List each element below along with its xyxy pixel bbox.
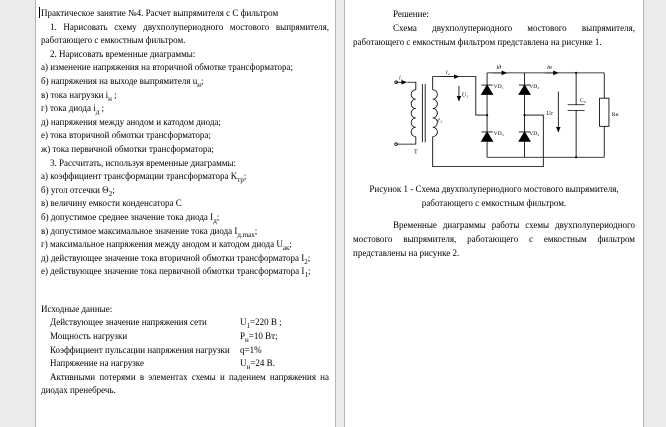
task-3-item-b2: б) допустимое среднее значение тока диода $I_д$;	[41, 211, 220, 225]
data-label: Действующее значение напряжения сети	[50, 317, 207, 328]
rn-label: Rн	[611, 112, 619, 118]
task-2-item-v: в) тока нагрузки $i_н$ ;	[41, 89, 117, 103]
solution-outro: Временные диаграммы работы схемы двухполупериодного мостового выпрямителя, работающего с емкостным фильтром представлены на рисунке 2.	[353, 220, 635, 258]
uc-label: Uc	[546, 111, 554, 118]
i1-label: i₁	[398, 75, 403, 82]
left-page[interactable]	[35, 0, 336, 427]
transformer-label: T	[413, 149, 418, 156]
in-label: iн	[547, 65, 552, 72]
task-3-item-v: в) величину емкости конденсатора С	[41, 198, 182, 209]
initial-data-heading: Исходные данные:	[41, 303, 113, 314]
data-row-un	[41, 357, 329, 371]
vd4-label: VD₄	[529, 130, 540, 137]
task-3-item-a: а) коэффициент трансформации трансформатора $K_{тр}$;	[41, 171, 247, 184]
task-3-item-v2: в) допустимое максимальное значение тока диода $I_{д.max}$;	[41, 225, 258, 239]
figure-1-caption: Рисунок 1 - Схема двухполупериодного мостового выпрямителя, работающего с емкостным фильтром.	[369, 184, 619, 208]
task-2-item-g: г) тока диода $i_д$ ;	[41, 103, 105, 116]
left-page-content	[36, 0, 335, 398]
u2-label: U₂	[461, 92, 469, 99]
task-2-heading: 2. Нарисовать временные диаграммы:	[50, 48, 196, 59]
data-row-pn	[41, 330, 329, 344]
capacitor-plates	[568, 105, 585, 111]
primary-winding	[411, 90, 416, 137]
circuit-diagram	[393, 56, 628, 176]
bridge-diodes	[481, 85, 530, 141]
text-cursor	[39, 7, 40, 18]
data-row-u1	[41, 316, 329, 330]
task-2-item-d: д) напряжения между анодом и катодом диода;	[41, 116, 221, 127]
task-3-item-d: д) действующее значение тока вторичной обмотки трансформатора $I_2$;	[41, 252, 311, 266]
c0-label: C₀	[579, 97, 586, 104]
i2-label: i₂	[445, 69, 450, 76]
bridge-branches	[487, 73, 525, 157]
assumptions-note: Активными потерями в элементах схемы и падением напряжения на диодах пренебречь.	[41, 371, 329, 396]
data-value: $P_н=10$ Вт;	[240, 331, 278, 344]
diode-vd1	[481, 85, 492, 94]
data-row-q	[41, 344, 329, 358]
current-arrows	[396, 73, 558, 132]
vd2-label: VD₂	[529, 83, 540, 90]
data-value: $U_1=220$ В ;	[240, 317, 282, 331]
task-1: 1. Нарисовать схему двухполупериодного мостового выпрямителя, работающего с емкостным фильтром.	[41, 21, 329, 46]
document-title: Практическое занятие №4. Расчет выпрямителя с С фильтром	[41, 8, 279, 18]
task-2-item-e: е) тока вторичной обмотки трансформатора;	[41, 130, 211, 141]
task-2-item-zh: ж) тока первичной обмотки трансформатора;	[41, 143, 214, 154]
id-label: iд	[496, 65, 502, 72]
task-3-item-g: г) максимальное напряжения между анодом и катодом диода $U_{ак}$;	[41, 239, 292, 252]
secondary-winding	[433, 90, 438, 137]
task-3-item-b: б) угол отсечки $\Theta_2$;	[41, 184, 115, 198]
initial-data-section	[41, 303, 329, 371]
diode-vd3	[481, 132, 492, 141]
figure-1	[393, 56, 635, 180]
right-page[interactable]	[344, 0, 644, 427]
data-label: Мощность нагрузки	[50, 331, 128, 342]
task-2-item-b: б) напряжения на выходе выпрямителя $u_н$;	[41, 75, 204, 89]
data-label: Коэффициент пульсации напряжения нагрузки	[50, 344, 230, 355]
right-page-content	[345, 0, 643, 260]
data-value: $U_н=24$ В.	[240, 358, 275, 372]
task-3-heading: 3. Рассчитать, используя временные диаграммы:	[50, 157, 237, 168]
solution-intro: Схема двухполупериодного мостового выпрямителя, работающего с емкостным фильтром представлена на рисунке 1.	[353, 23, 635, 47]
task-3-item-e: е) действующее значение тока первичной обмотки трансформатора $I_1$;	[41, 266, 311, 280]
e2-label: e₂	[437, 117, 443, 124]
solution-heading: Решение:	[393, 9, 429, 19]
load-resistor	[600, 98, 609, 126]
task-2-item-a: а) изменение напряжения на вторичной обмотке трансформатора;	[41, 62, 294, 73]
vd1-label: VD₁	[493, 83, 504, 90]
data-value: q=1%	[240, 344, 262, 355]
transformer-core	[422, 84, 425, 142]
vd3-label: VD₃	[493, 130, 504, 137]
data-label: Напряжение на нагрузке	[50, 358, 144, 369]
